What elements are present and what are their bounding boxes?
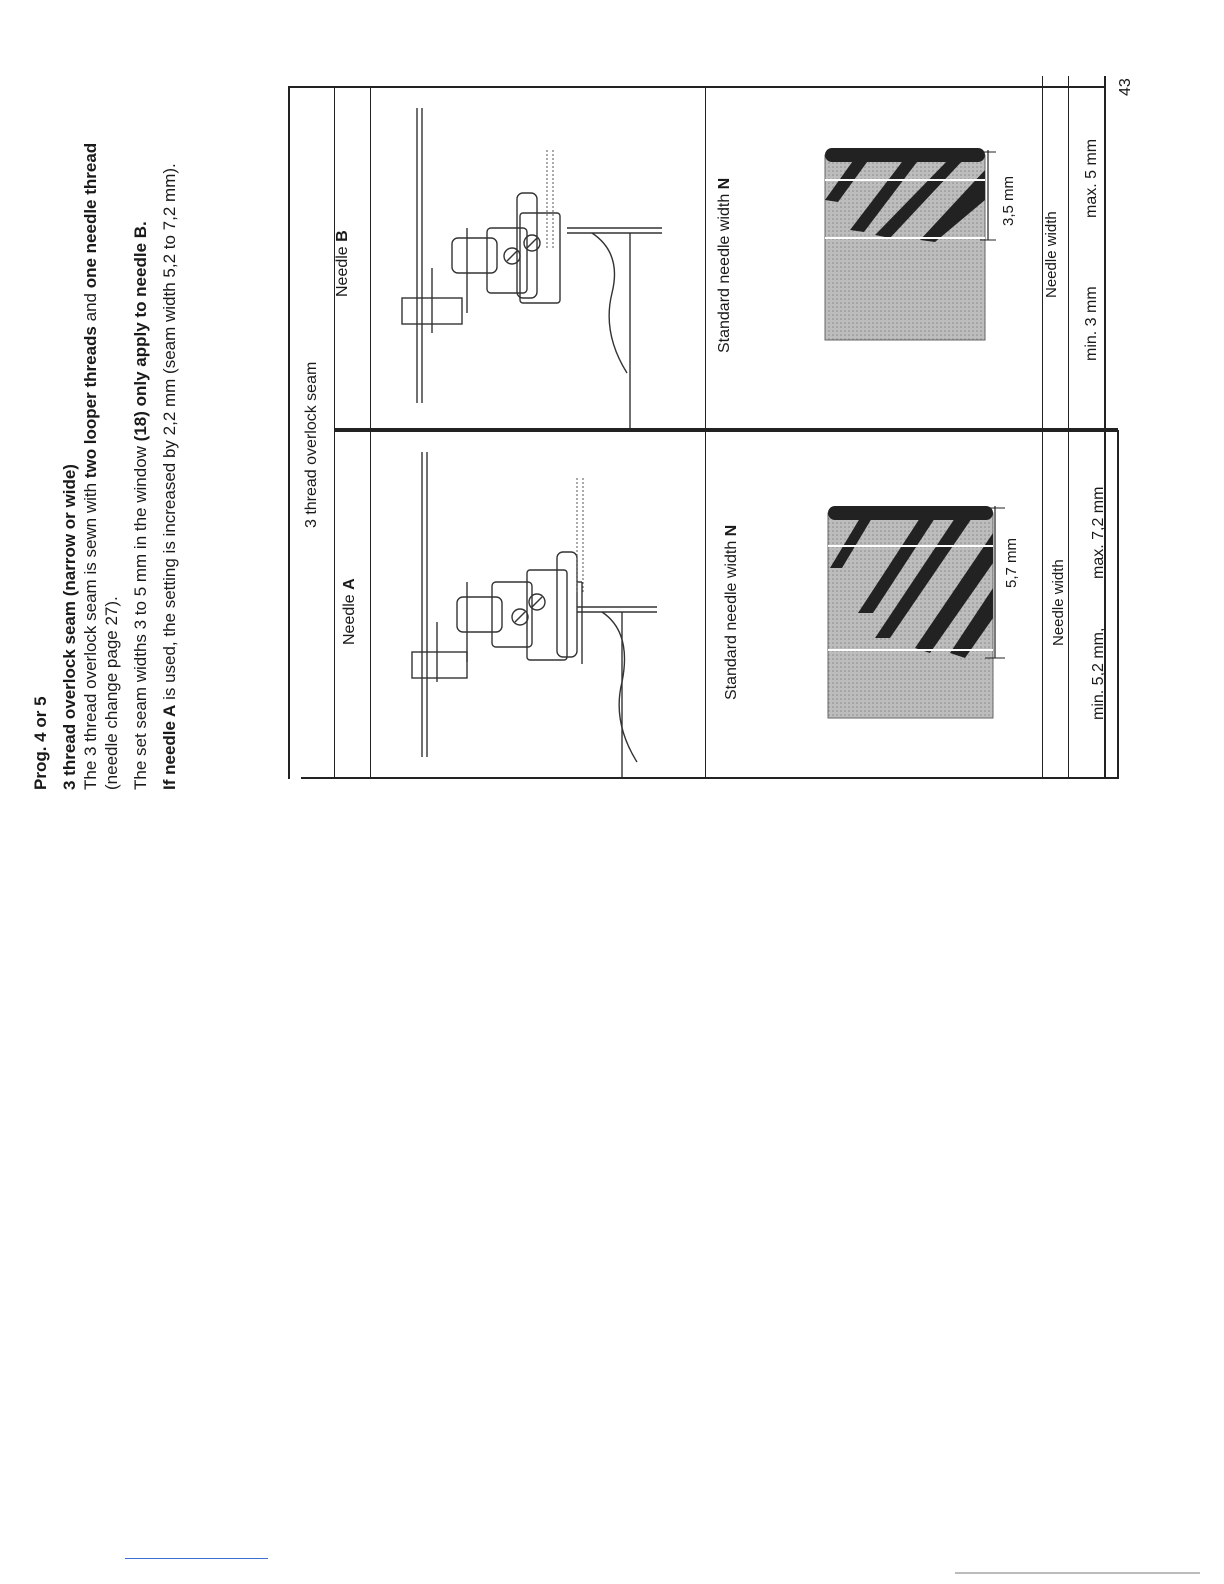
seam-width-label-b: 3,5 mm — [1000, 175, 1017, 226]
needle-b-label: Needle B — [334, 230, 351, 297]
intro-line-2: (needle change page 27). — [102, 596, 121, 790]
section-heading: 3 thread overlock seam (narrow or wide) — [60, 464, 79, 790]
standard-needle-width-b: Standard needle width N — [716, 177, 733, 353]
title-column-line — [334, 86, 335, 779]
program-label: Prog. 4 or 5 — [31, 696, 50, 790]
needle-a-illustration — [372, 432, 705, 777]
page-number: 43 — [1117, 78, 1134, 96]
intro-line-3: The set seam widths 3 to 5 mm in the window (18) only apply to needle B. — [131, 221, 150, 790]
scan-edge-line — [955, 1572, 1200, 1574]
needle-width-header-a: Needle width — [1050, 559, 1067, 646]
intro-line-1: The 3 thread overlock seam is sewn with two looper threads and one needle thread — [81, 142, 100, 790]
intro-text-block — [30, 143, 180, 790]
stitch-sample-b — [800, 130, 1020, 350]
bottom-left-rule — [125, 1558, 268, 1559]
seam-width-label-a: 5,7 mm — [1003, 537, 1020, 588]
max-width-b: max. 5 mm — [1083, 138, 1100, 218]
max-width-a: max. 7,2 mm — [1090, 486, 1107, 579]
standard-needle-width-a: Standard needle width N — [723, 524, 740, 700]
needle-label-column-line — [370, 86, 371, 779]
needle-width-header-b: Needle width — [1043, 211, 1060, 298]
table-border-right-lower — [1117, 430, 1119, 779]
middle-column-line — [705, 86, 706, 779]
table-border-left — [288, 86, 290, 779]
min-width-a: min. 5,2 mm, — [1090, 627, 1107, 720]
min-width-b: min. 3 mm — [1083, 286, 1100, 361]
stitch-sample-a — [800, 478, 1020, 728]
needle-a-label: Needle A — [341, 578, 358, 645]
needle-b-illustration — [372, 88, 705, 428]
table-title: 3 thread overlock seam — [303, 361, 320, 528]
table-border-bottom — [301, 777, 1119, 779]
intro-line-4: If needle A is used, the setting is increased by 2,2 mm (seam width 5,2 to 7,2 mm). — [160, 163, 179, 790]
